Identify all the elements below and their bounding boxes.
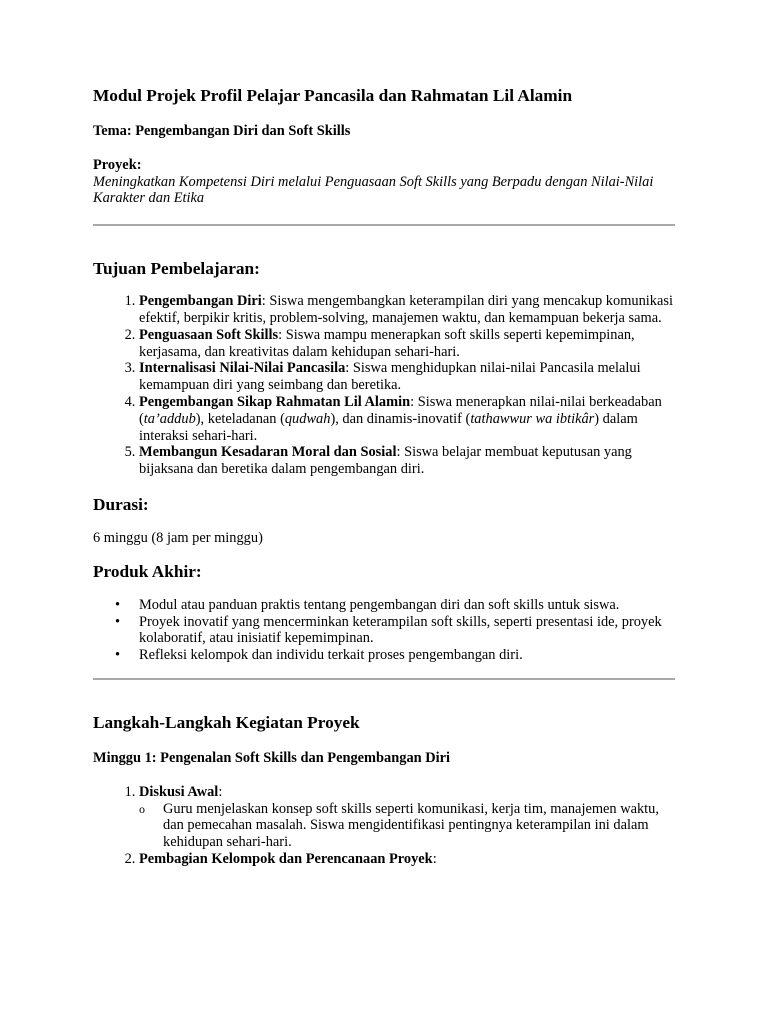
project-label: Proyek:: [93, 156, 142, 173]
week1-item: [139, 784, 675, 851]
goal-term: Pengembangan Sikap Rahmatan Lil Alamin: [139, 393, 411, 410]
week1-subitem: [139, 800, 675, 851]
product-item: [115, 596, 675, 614]
product-heading: Produk Akhir:: [93, 561, 202, 581]
goal-italic: qudwah: [284, 410, 331, 427]
goal-text: ) dalam interaksi sehari-hari.: [139, 410, 638, 444]
bullet-marker: •: [115, 647, 121, 664]
goal-term: Pengembangan Diri: [139, 293, 262, 310]
document-body: [93, 86, 675, 868]
project-text: Meningkatkan Kompetensi Diri melalui Penguasaan Soft Skills yang Berpadu dengan Nilai-Nilai Karakter dan Etika: [93, 173, 654, 207]
goal-text: : Siswa mampu menerapkan soft skills seperti kepemimpinan, kerjasama, dan kreativitas dalam kehidupan sehari-hari.: [139, 326, 635, 360]
step-suffix: :: [432, 850, 437, 867]
goal-italic: ta’addub: [143, 410, 196, 427]
product-item: [115, 647, 675, 664]
week1-heading: Minggu 1: Pengenalan Soft Skills dan Pengembangan Diri: [93, 749, 451, 766]
goal-item: [139, 444, 675, 478]
goal-term: Membangun Kesadaran Moral dan Sosial: [139, 444, 397, 461]
goal-text: : Siswa menghidupkan nilai-nilai Pancasila melalui kemampuan diri yang seimbang dan beretika.: [139, 360, 641, 394]
step-term: Pembagian Kelompok dan Perencanaan Proyek: [139, 850, 433, 867]
duration-text: 6 minggu (8 jam per minggu): [93, 529, 263, 546]
goal-item: [139, 327, 675, 361]
goal-text: : Siswa menerapkan nilai-nilai berkeadaban (: [139, 393, 662, 427]
step-suffix: :: [218, 783, 223, 800]
goal-item: [139, 293, 675, 327]
product-list: [93, 597, 675, 664]
product-text: Refleksi kelompok dan individu terkait proses pengembangan diri.: [139, 647, 523, 664]
goal-term: Penguasaan Soft Skills: [139, 326, 279, 343]
bullet-marker: •: [115, 596, 121, 613]
product-text: Modul atau panduan praktis tentang pengembangan diri dan soft skills untuk siswa.: [139, 596, 620, 613]
goal-text: ), keteladanan (: [195, 410, 285, 427]
divider: [93, 224, 675, 226]
subitem-text: Guru menjelaskan konsep soft skills seperti komunikasi, kerja tim, manajemen waktu, dan pemecahan masalah. Siswa mengidentifikasi pentingnya keterampilan ini dalam kehidupan sehari-hari.: [163, 800, 659, 851]
steps-heading: Langkah-Langkah Kegiatan Proyek: [93, 712, 360, 732]
goal-text: : Siswa belajar membuat keputusan yang bijaksana dan beretika dalam pengembangan diri.: [139, 444, 632, 478]
week1-item: [139, 851, 675, 868]
goals-list: [93, 293, 675, 478]
step-term: Diskusi Awal: [139, 783, 219, 800]
product-item: [115, 613, 675, 648]
goals-heading: Tujuan Pembelajaran:: [93, 259, 260, 279]
duration-heading: Durasi:: [93, 494, 149, 514]
goal-text: ), dan dinamis-inovatif (: [330, 410, 471, 427]
goal-text: : Siswa mengembangkan keterampilan diri yang mencakup komunikasi efektif, berpikir kritis, problem-solving, manajemen waktu, dan kemampuan bekerja sama.: [139, 293, 673, 326]
week1-list: [93, 784, 675, 868]
goal-item: [139, 394, 675, 444]
week1-sublist: [139, 801, 675, 851]
bullet-marker: •: [115, 613, 121, 630]
goal-term: Internalisasi Nilai-Nilai Pancasila: [139, 360, 346, 377]
divider: [93, 678, 675, 680]
goal-italic: tathawwur wa ibtikâr: [470, 410, 595, 427]
circle-marker: o: [139, 801, 145, 816]
document-title: Modul Projek Profil Pelajar Pancasila dan Rahmatan Lil Alamin: [93, 86, 573, 105]
goal-item: [139, 360, 675, 394]
product-text: Proyek inovatif yang mencerminkan keterampilan soft skills, seperti presentasi ide, proyek kolaboratif, atau inisiatif kepemimpinan.: [139, 613, 662, 647]
theme-line: Tema: Pengembangan Diri dan Soft Skills: [93, 123, 351, 139]
